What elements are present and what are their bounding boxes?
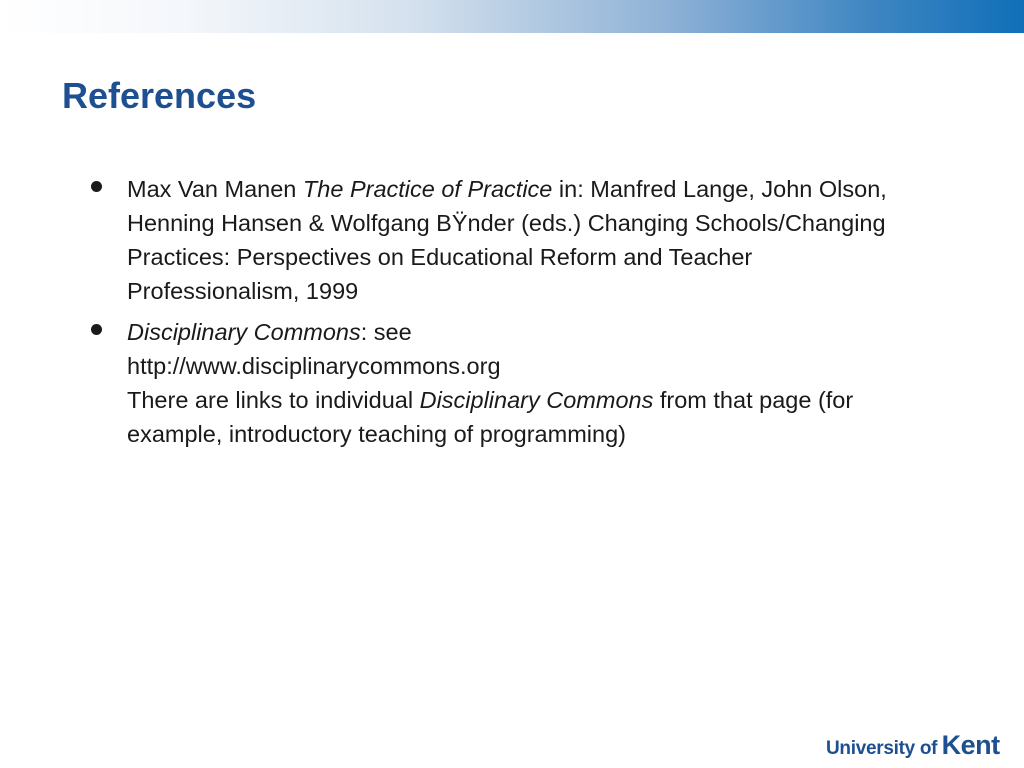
reference-url: http://www.disciplinarycommons.org xyxy=(127,353,501,379)
reference-note-prefix: There are links to individual xyxy=(127,387,414,413)
reference-work-title: Disciplinary Commons xyxy=(127,319,361,345)
reference-note-suffix: from that page (for example, introductory teaching of programming) xyxy=(127,387,854,447)
reference-list xyxy=(82,172,912,458)
slide-title: References xyxy=(62,75,257,116)
reference-item-1 xyxy=(82,172,912,308)
bullet-icon xyxy=(91,181,102,192)
reference-text xyxy=(127,315,912,451)
reference-item-2 xyxy=(82,315,912,451)
reference-note-italic: Disciplinary Commons xyxy=(419,387,654,413)
logo-prefix: University of xyxy=(826,738,938,759)
reference-work-title: The Practice of Practice xyxy=(302,176,553,202)
university-of-kent-logo xyxy=(826,730,1000,760)
reference-see-label: : see xyxy=(360,319,412,345)
header-gradient-band xyxy=(0,0,1024,33)
logo-name: Kent xyxy=(941,730,1000,760)
bullet-icon xyxy=(91,324,102,335)
reference-text xyxy=(127,172,912,308)
reference-details: in: Manfred Lange, John Olson, Henning Hansen & Wolfgang BŸnder (eds.) Changing Schools/Changing Practices: Perspectives on Educational Reform and Teacher Professionalism, 1999 xyxy=(127,176,887,304)
reference-author: Max Van Manen xyxy=(127,176,297,202)
